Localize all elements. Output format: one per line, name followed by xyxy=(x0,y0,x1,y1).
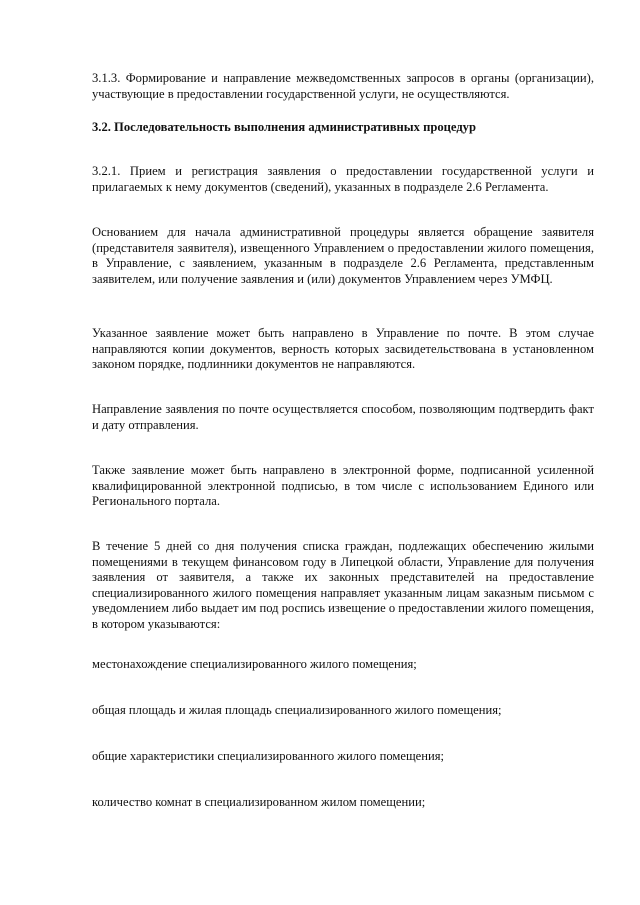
section-heading-3-2: 3.2. Последовательность выполнения административных процедур xyxy=(92,120,476,134)
list-item-characteristics: общие характеристики специализированного жилого помещения; xyxy=(92,749,445,763)
paragraph-mail-submission: Указанное заявление может быть направлено в Управление по почте. В этом случае направляются копии документов, верность которых засвидетельствована в установленном законом порядке, подлинники документов не направляются. xyxy=(92,326,594,372)
paragraph-notification: В течение 5 дней со дня получения списка граждан, подлежащих обеспечению жилыми помещениями в текущем финансовом году в Липецкой области, Управление для получения заявления от заявителя, а также их законных представителей на предоставление специализированного жилого помещения направляет указанным лицам заказным письмом с уведомлением либо выдает им под роспись извещение о предоставлении жилого помещения, в котором указываются: xyxy=(92,539,595,631)
list-item-location: местонахождение специализированного жилого помещения; xyxy=(92,657,417,671)
paragraph-basis: Основанием для начала административной процедуры является обращение заявителя (представителя заявителя), извещенного Управлением о предоставлении жилого помещения, в Управление, с заявлением, указанным в подразделе 2.6 Регламента, представленным заявителем, или получение заявления и (или) документов Управлением через УМФЦ. xyxy=(92,225,594,286)
paragraph-mail-method: Направление заявления по почте осуществляется способом, позволяющим подтвердить факт и дату отправления. xyxy=(92,402,594,432)
list-item-rooms: количество комнат в специализированном жилом помещении; xyxy=(92,795,426,809)
paragraph-3-2-1: 3.2.1. Прием и регистрация заявления о предоставлении государственной услуги и прилагаемых к нему документов (сведений), указанных в подразделе 2.6 Регламента. xyxy=(92,164,594,194)
list-item-area: общая площадь и жилая площадь специализированного жилого помещения; xyxy=(92,703,502,717)
paragraph-3-1-3: 3.1.3. Формирование и направление межведомственных запросов в органы (организации), участвующие в предоставлении государственной услуги, не осуществляются. xyxy=(92,71,594,101)
paragraph-electronic-form: Также заявление может быть направлено в электронной форме, подписанной усиленной квалифицированной электронной подписью, в том числе с использованием Единого или Регионального портала. xyxy=(92,463,594,509)
